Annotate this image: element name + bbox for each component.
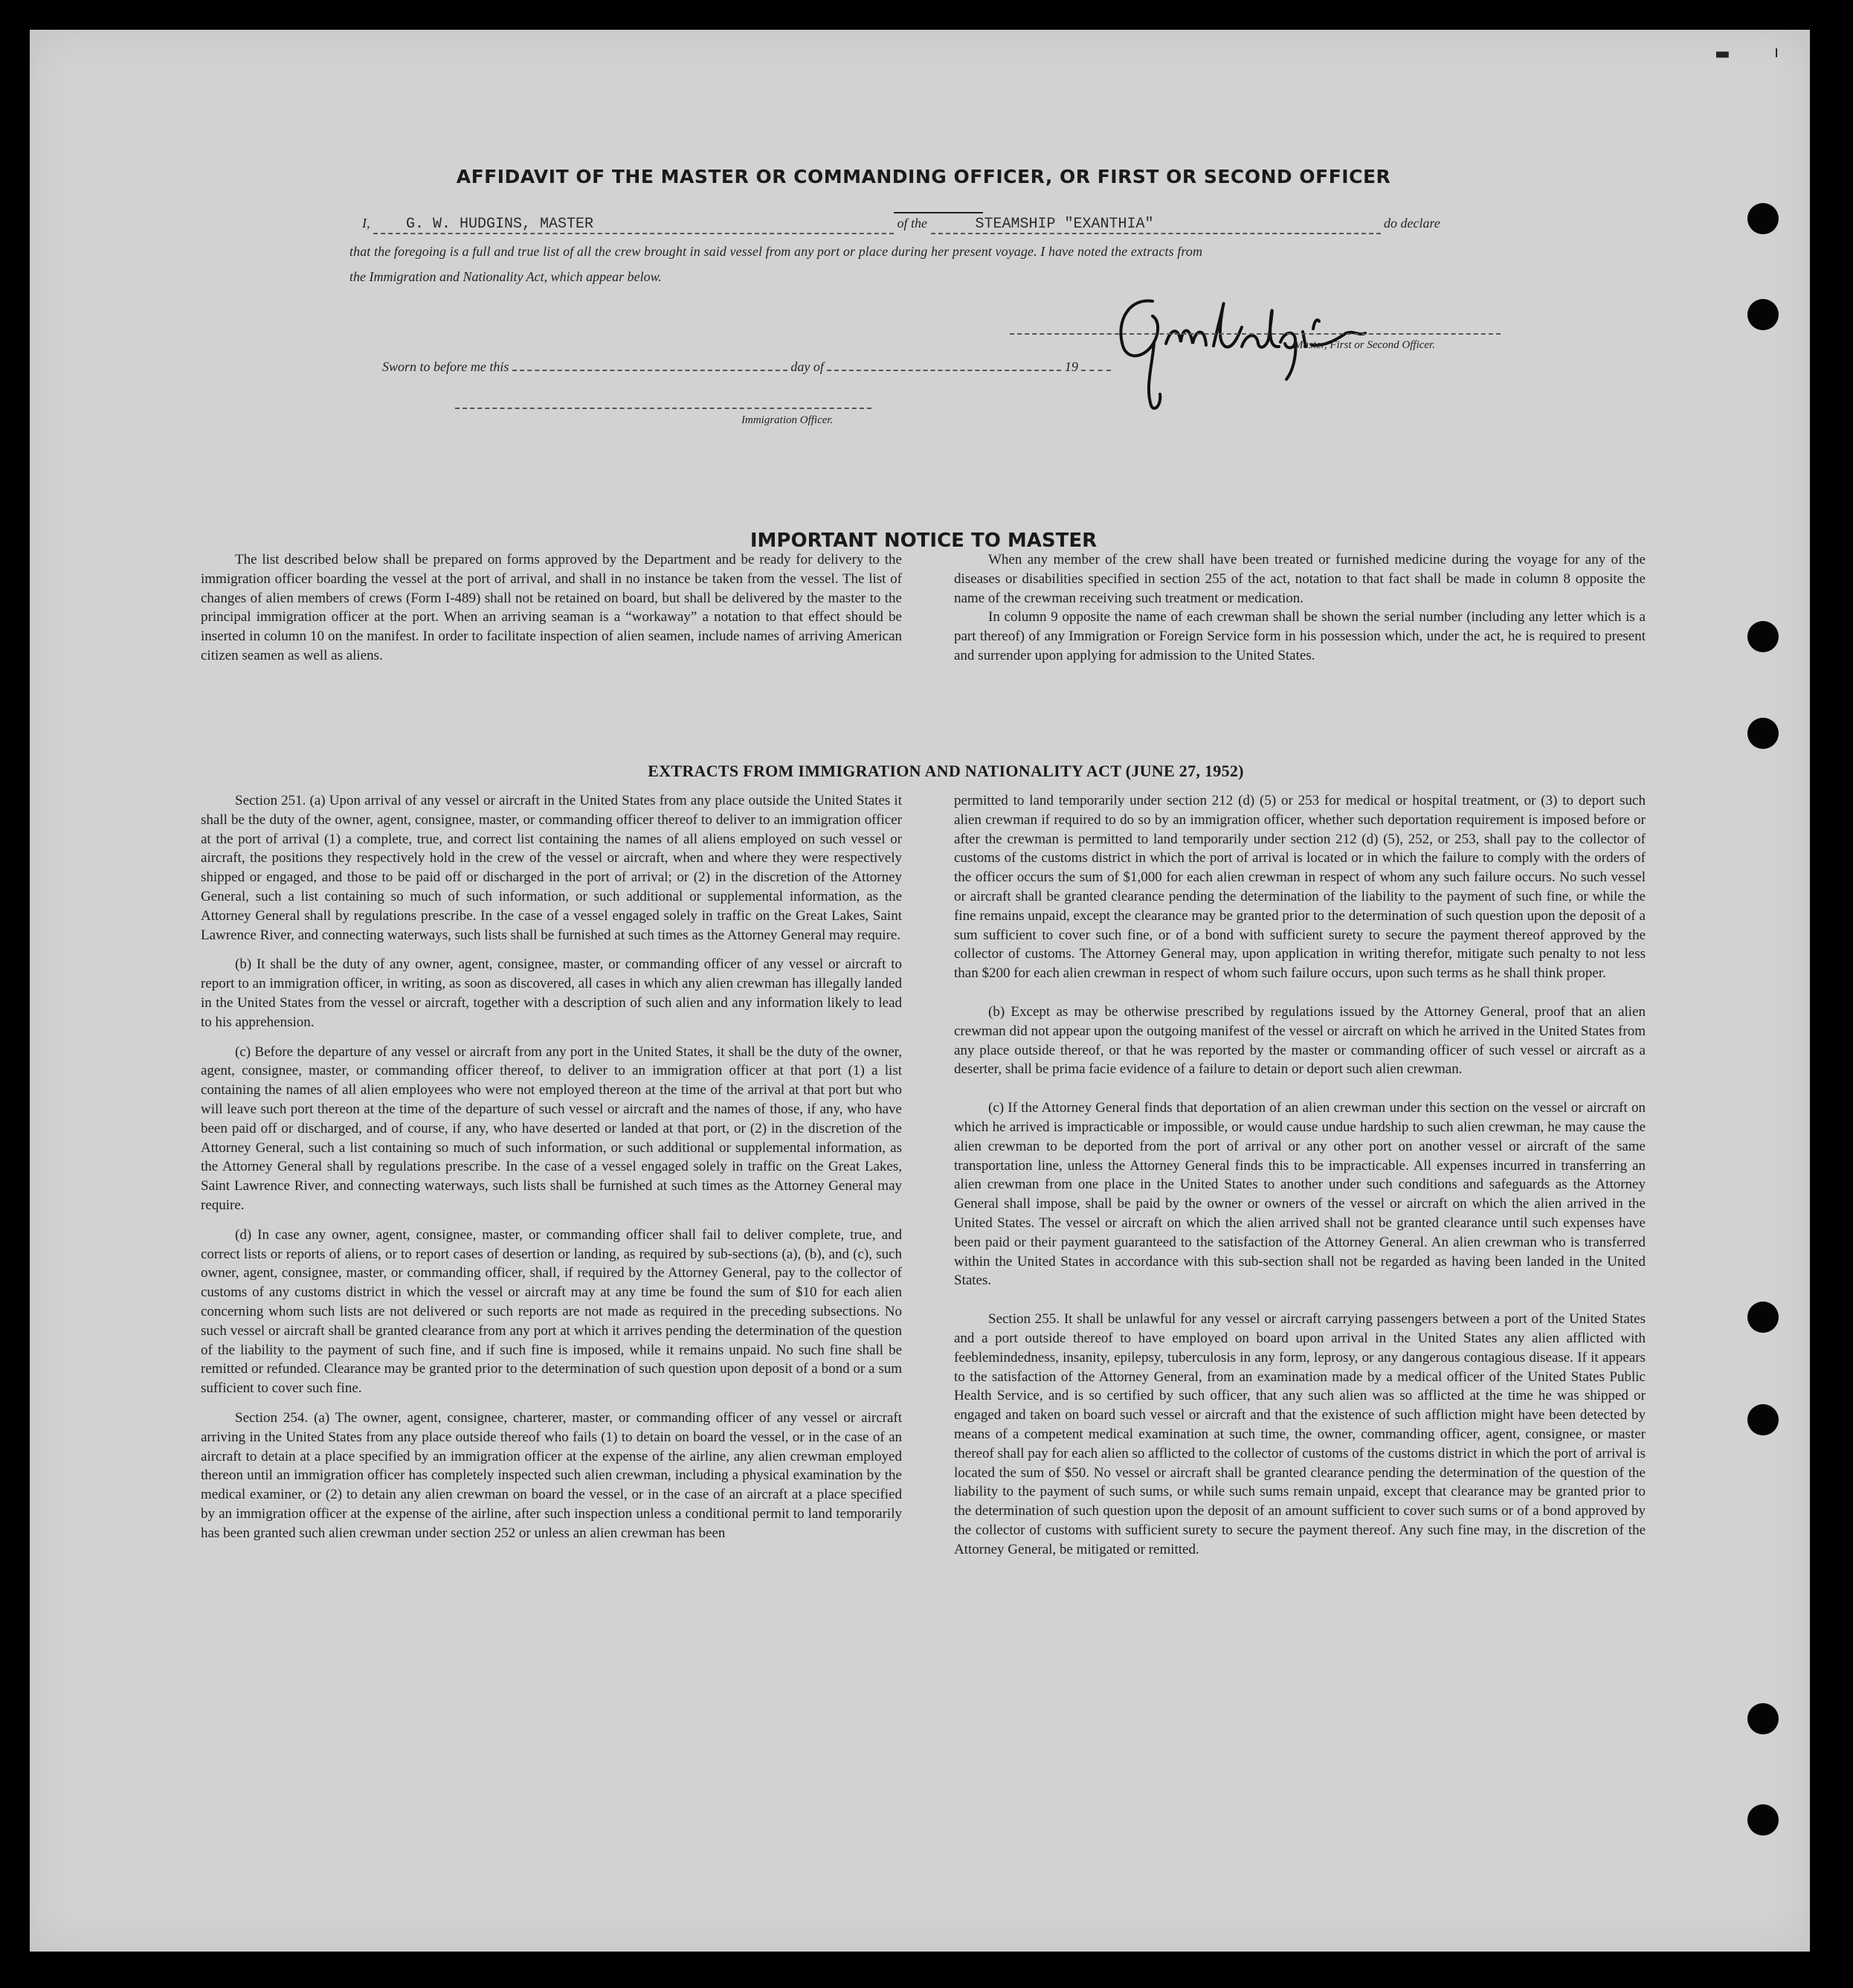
vessel-name: STEAMSHIP "EXANTHIA" — [975, 216, 1154, 233]
signature-caption: Master, First or Second Officer. — [1294, 339, 1435, 351]
binder-hole — [1747, 299, 1779, 330]
declaration-statement-1: that the foregoing is a full and true list of all the crew brought in said vessel from any port or place during her present voyage. I have noted the extracts from — [349, 244, 1203, 259]
extracts-left-column — [201, 791, 902, 1553]
section-251b: (b) It shall be the duty of any owner, agent, consignee, master, or commanding officer of any vessel or aircraft to report to an immigration officer, in writing, as soon as discovered, all cases in which any alien crewman has illegally landed in the United States from the vessel or aircraft, together with a description of such alien and any information likely to lead to his apprehension. — [201, 956, 902, 1030]
extracts-title: EXTRACTS FROM IMMIGRATION AND NATIONALITY ACT (JUNE 27, 1952) — [648, 762, 1244, 780]
sworn-line — [382, 359, 1111, 375]
section-251c: (c) Before the departure of any vessel or aircraft from any port in the United States, it shall be the duty of the owner, agent, consignee, master, or commanding officer thereof, to deliver to an immigration officer at that port (1) a list containing the names of all alien employees who were not employed thereon at the time of the arrival at that port but who will leave such port thereon at the time of the departure of such vessel or aircraft and the names of those, if any, who have been paid off or discharged, and of course, if any, who have deserted or landed at that port, or (2) in the discretion of the Attorney General, such a list containing so much of such information, or such additional or supplemental information, as the Attorney General shall by regulations prescribe. In the case of a vessel engaged solely in traffic on the Great Lakes, Saint Lawrence River, and connecting waterways, such lists shall be furnished at such times as the Attorney General may require. — [201, 1043, 902, 1213]
declaration-line — [362, 216, 1537, 234]
signature-line — [1010, 333, 1501, 335]
master-name: G. W. HUDGINS, MASTER — [406, 216, 594, 233]
title-rule — [894, 212, 983, 213]
document-page — [30, 30, 1810, 1952]
notice-right-paragraph-2: In column 9 opposite the name of each crewman shall be shown the serial number (including any letter which is a part thereof) of any Immigration or Foreign Service form in his possession which, under the act, he is required to present and surrender upon applying for admission to the United States. — [954, 609, 1646, 663]
binder-hole — [1747, 1804, 1779, 1836]
section-251d: (d) In case any owner, agent, consignee, master, or commanding officer shall fail to deliver complete, true, and correct lists or reports of aliens, or to report cases of desertion or landing, as required by sub-sections (a), (b), and (c), such owner, agent, consignee, master, or commanding officer, shall, if required by the Attorney General, pay to the collector of customs of any customs district in which the vessel or aircraft may at any time be found the sum of $10 for each alien concerning whom such lists are not delivered or such reports are not made as required in the preceding subsections. No such vessel or aircraft shall be granted clearance from any port at which it arrives pending the determination of the question of the liability to the payment of such fine, and if such fine is imposed, while it remains unpaid. No such fine shall be remitted or refunded. Clearance may be granted prior to the determination of such question upon deposit of a bond or a sum sufficient to cover such fine. — [201, 1226, 902, 1397]
section-254a-continued: permitted to land temporarily under section 212 (d) (5) or 253 for medical or hospital treatment, or (3) to deport such alien crewman if required to do so by an immigration officer, whether such deportation requirement is imposed before or after the crewman is permitted to land temporarily under section 212 (d) (5), 252, or 253, shall pay to the collector of customs of the customs district in which the port of arrival is located or in which the failure to comply with the orders of the officer occurs the sum of $1,000 for each alien crewman in respect of whom any such failure occurs. No such vessel or aircraft shall be granted clearance pending the determination of the liability to the payment of such fine, or while the fine remains unpaid, except the clearance may be granted prior to the determination of such question upon the deposit of a sum sufficient to cover such fine, or of a bond with sufficient surety to secure the payment thereof approved by the collector of customs. The Attorney General may, upon application in writing therefor, mitigate such penalty to not less than $200 for each alien crewman in respect of whom such failure occurs, upon such terms as he shall think proper. — [954, 793, 1646, 982]
master-name-field — [373, 216, 894, 234]
sworn-month-field — [827, 370, 1061, 371]
sworn-year-field — [1081, 370, 1111, 371]
officer-caption: Immigration Officer. — [741, 414, 834, 426]
section-251a: Section 251. (a) Upon arrival of any vessel or aircraft in the United States from any place outside the United States it shall be the duty of the owner, agent, consignee, master, or commanding officer thereof to deliver to an immigration officer at the port of arrival (1) a complete, true, and correct list containing the names of all aliens employed on such vessel or aircraft, the positions they respectively hold in the crew of the vessel or aircraft, when and where they were respectively shipped or engaged, and those to be paid off or discharged in the port of arrival; or (2) in the discretion of the Attorney General, such a list containing so much of such information, or such additional or supplemental information, as the Attorney General shall by regulations prescribe. In the case of a vessel engaged solely in traffic on the Great Lakes, Saint Lawrence River, and connecting waterways, such lists shall be furnished at such times as the Attorney General may require. — [201, 793, 902, 943]
section-254a: Section 254. (a) The owner, agent, consignee, charterer, master, or commanding officer of any vessel or aircraft arriving in the United States from any place outside thereof who fails (1) to detain on board the vessel, or in the case of an aircraft to detain at a place specified by an immigration officer at the expense of the airline, any alien crewman employed thereon until an immigration officer has completely inspected such alien crewman, including a physical examination by the medical examiner, or (2) to detain any alien crewman on board the vessel, or in the case of an aircraft at a place specified by an immigration officer at the expense of the airline, after such inspection unless a conditional permit to land temporarily has been granted such alien crewman under section 252 or unless an alien crewman has been — [201, 1409, 902, 1541]
notice-right-column — [954, 550, 1646, 676]
binder-hole — [1747, 1404, 1779, 1435]
binder-hole — [1747, 203, 1779, 234]
binder-hole — [1747, 718, 1779, 749]
corner-mark-right: ı — [1774, 43, 1779, 62]
corner-mark-left: ▬ — [1715, 45, 1730, 63]
sworn-label: Sworn to before me this — [382, 359, 509, 374]
day-of-label: day of — [790, 359, 824, 374]
section-255: Section 255. It shall be unlawful for any vessel or aircraft carrying passengers between a port of the United States and a port outside thereof to have employed on board upon arrival in the United States any alien afflicted with feeblemindedness, insanity, epilepsy, tuberculosis in any form, leprosy, or any dangerous contagious disease. If it appears to the satisfaction of the Attorney General, from an examination made by a medical officer of the United States Public Health Service, and is so certified by such officer, that any such alien was so afflicted at the time he was shipped or engaged and taken on board such vessel or aircraft and that the existence of such affliction might have been detected by means of a competent medical examination at such time, the owner, commanding officer, agent, consignee, or master thereof shall pay for each alien so afflicted to the collector of customs of the customs district in which the port of arrival is located the sum of $50. No vessel or aircraft shall be granted clearance pending the determination of the question of the liability to the payment of such sums, or while such sums remain unpaid, except that clearance may be granted prior to the determination of such question upon the deposit of an amount sufficient to cover such sums or of a bond approved by the collector of customs with sufficient surety to secure the payment thereof. Any such fine may, in the discretion of the Attorney General, be mitigated or remitted. — [954, 1311, 1646, 1557]
notice-right-paragraph-1: When any member of the crew shall have been treated or furnished medicine during the voyage for any of the diseases or disabilities specified in section 255 of the act, notation to that fact shall be made in column 8 opposite the name of the crewman receiving such treatment or medication. — [954, 552, 1646, 606]
sworn-day-field — [512, 370, 787, 371]
binder-hole — [1747, 1302, 1779, 1333]
of-the-label: of the — [897, 216, 927, 231]
binder-hole — [1747, 621, 1779, 652]
officer-signature-line — [455, 408, 871, 409]
vessel-name-field — [931, 216, 1381, 234]
declaration-statement-2: the Immigration and Nationality Act, which appear below. — [349, 269, 662, 284]
do-declare-label: do declare — [1384, 216, 1440, 231]
year-label: 19 — [1064, 359, 1078, 374]
extracts-right-column — [954, 791, 1646, 1569]
section-254b: (b) Except as may be otherwise prescribed by regulations issued by the Attorney General, proof that an alien crewman did not appear upon the outgoing manifest of the vessel or aircraft on which he arrived in the United States from any place outside thereof, or that he was reported by the master or commanding officer of such vessel or aircraft as a deserter, shall be prima facie evidence of a failure to detain or deport such alien crewman. — [954, 1003, 1646, 1078]
affidavit-title: AFFIDAVIT OF THE MASTER OR COMMANDING OFFICER, OR FIRST OR SECOND OFFICER — [456, 166, 1391, 187]
binder-hole — [1747, 1703, 1779, 1734]
section-254c: (c) If the Attorney General finds that deportation of an alien crewman under this section on the vessel or aircraft on which he arrived is impracticable or impossible, or would cause undue hardship to such alien crewman, he may cause the alien crewman to be deported from the port of arrival or any other port on another vessel or aircraft of the same transportation line, unless the Attorney General finds this to be impracticable. All expenses incurred in transferring an alien crewman from one place in the United States to another under such conditions and safeguards as the Attorney General shall impose, shall be paid by the owner or owners of the vessel or aircraft on which the alien arrived in the United States. The vessel or aircraft on which the alien arrived shall not be granted clearance until such expenses have been paid or their payment guaranteed to the satisfaction of the Attorney General. An alien crewman who is transferred within the United States in accordance with this sub-section shall not be regarded as having been landed in the United States. — [954, 1100, 1646, 1289]
notice-title: IMPORTANT NOTICE TO MASTER — [750, 530, 1098, 552]
i-label: I, — [362, 216, 370, 231]
notice-left-column — [201, 550, 902, 676]
notice-left-paragraph: The list described below shall be prepared on forms approved by the Department and be ready for delivery to the immigration officer boarding the vessel at the port of arrival, and shall in no instance be taken from the vessel. The list of changes of alien members of crews (Form I-489) shall not be retained on board, but shall be delivered by the master to the principal immigration officer at the port. When an arriving seaman is a “workaway” a notation to that effect should be inserted in column 10 on the manifest. In order to facilitate inspection of alien seamen, include names of arriving American citizen seamen as well as aliens. — [201, 552, 902, 663]
